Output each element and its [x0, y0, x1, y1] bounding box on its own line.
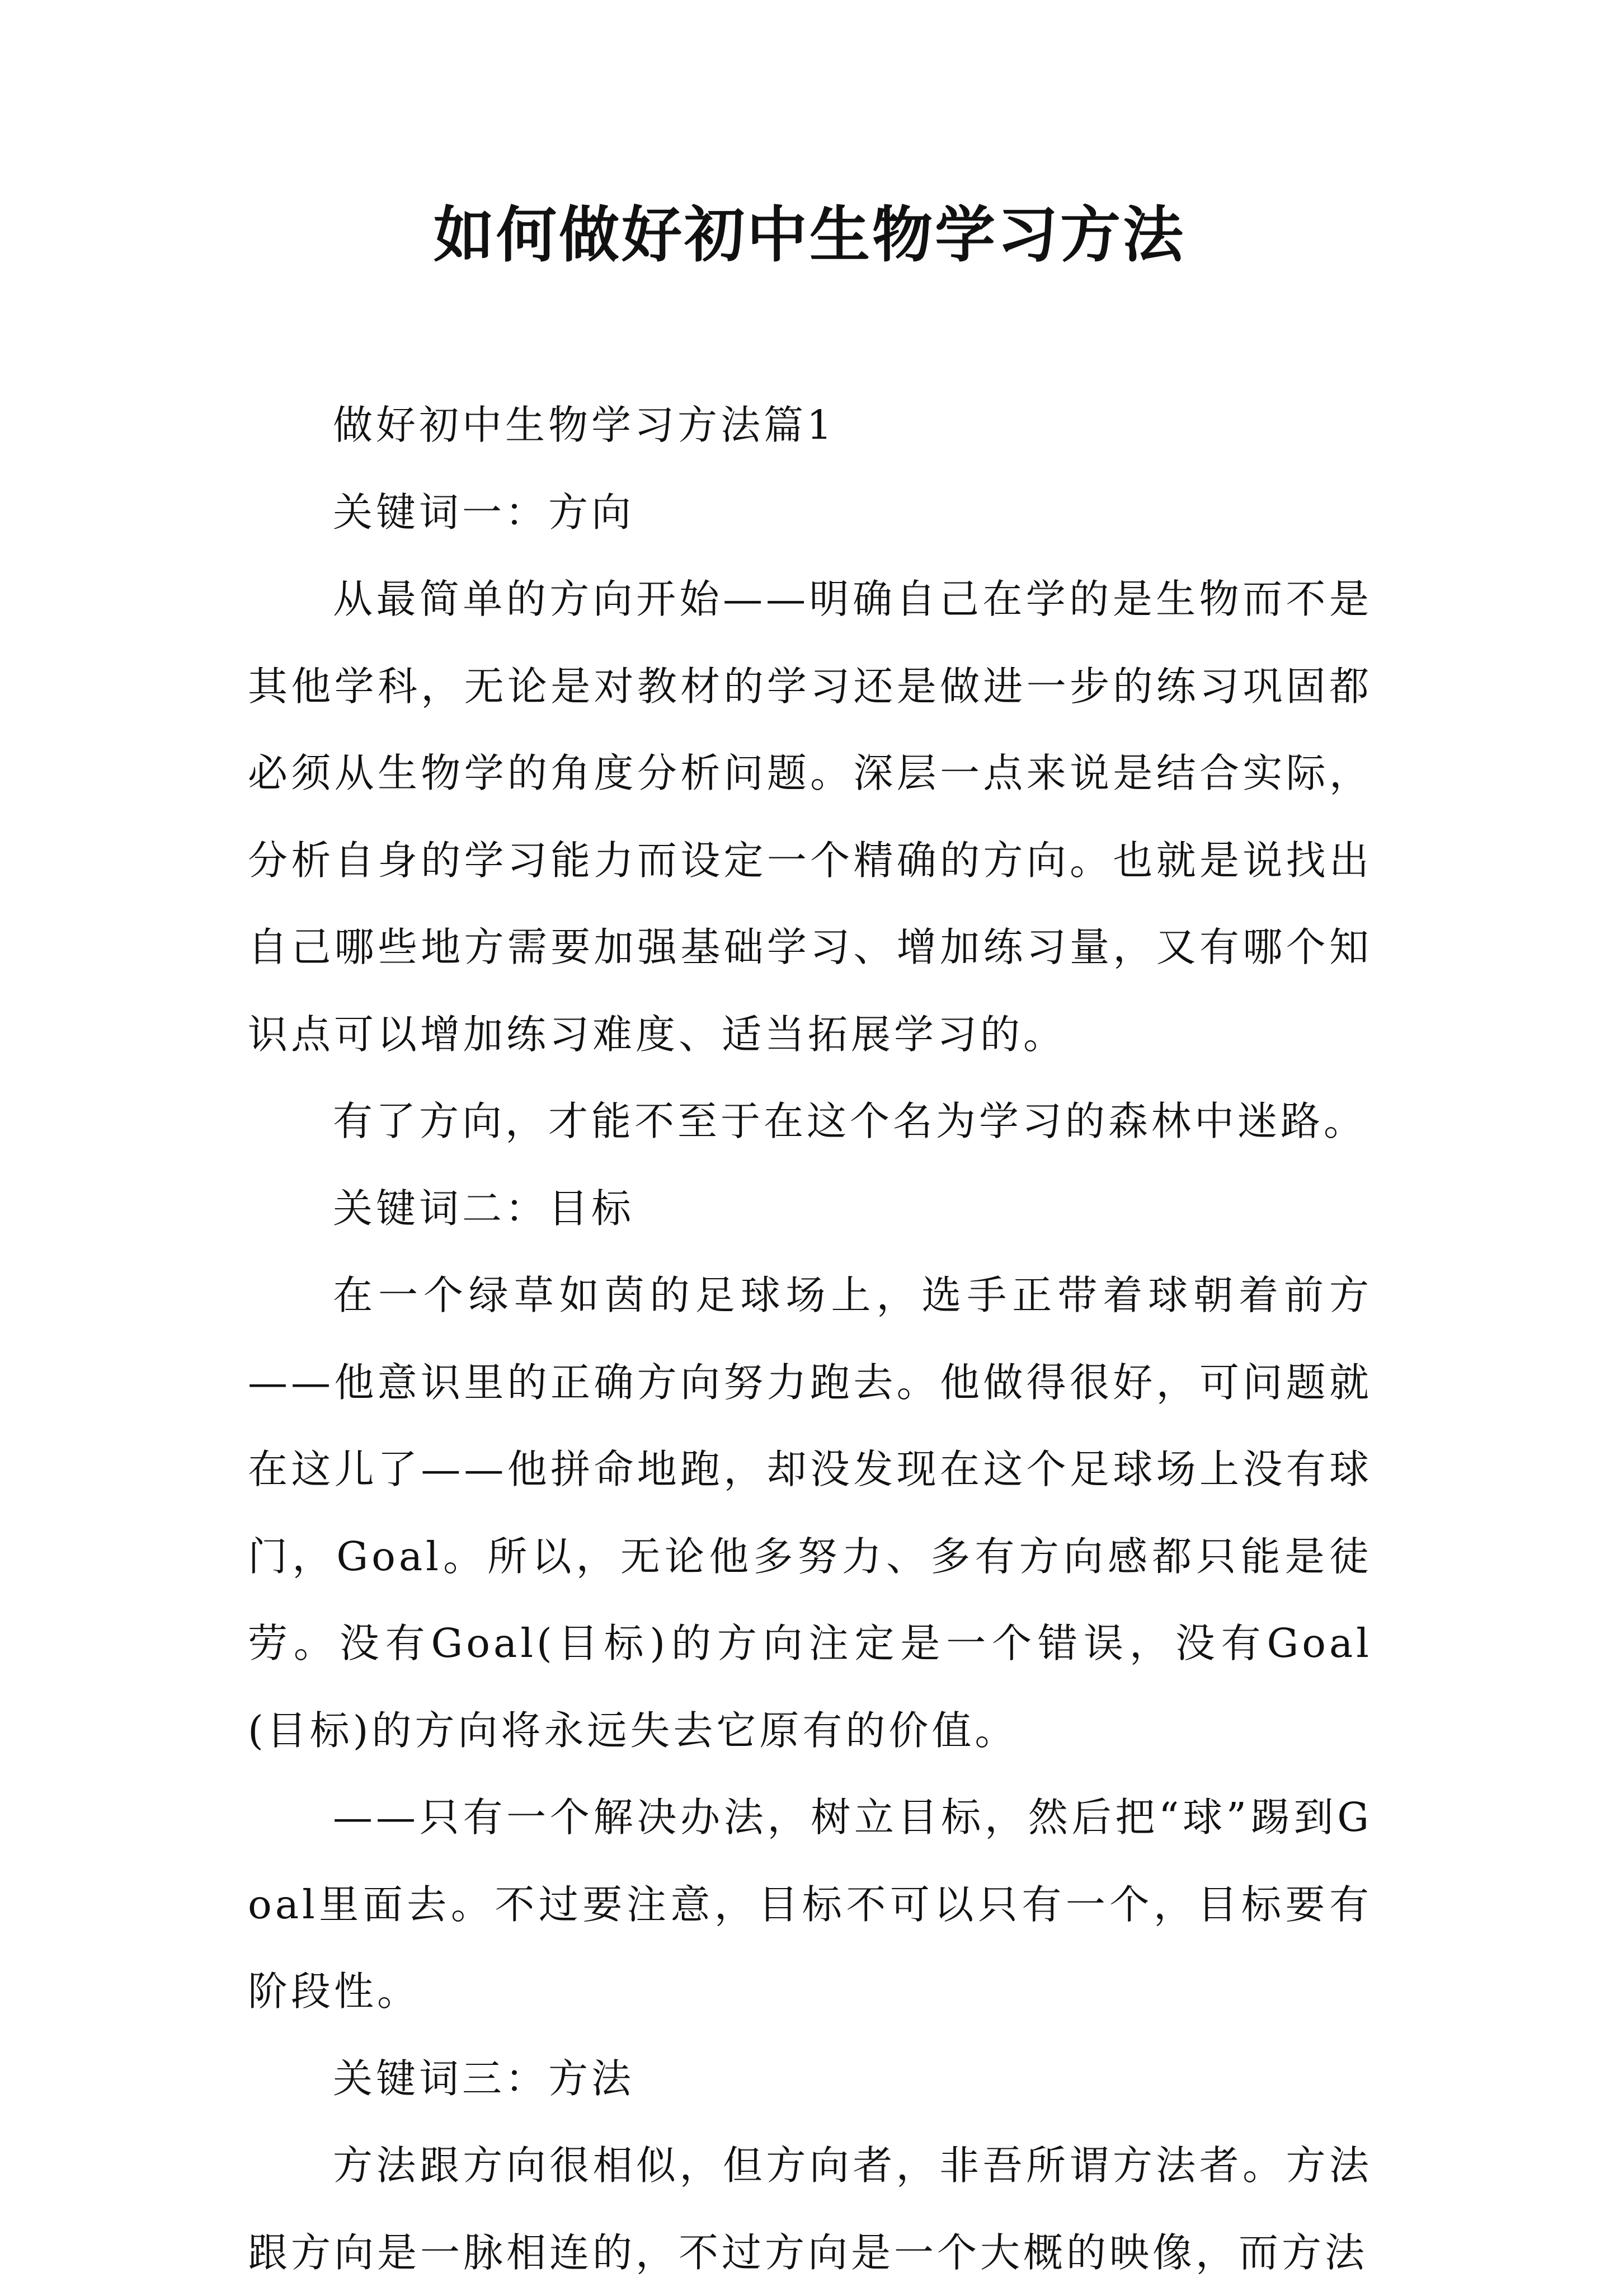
paragraph: 有了方向，才能不至于在这个名为学习的森林中迷路。 — [333, 1098, 1367, 1144]
keyword-heading: 关键词一：方向 — [333, 489, 635, 536]
document-title: 如何做好初中生物学习方法 — [433, 200, 1185, 270]
keyword-heading: 关键词三：方法 — [333, 2055, 635, 2102]
paragraph: 方法跟方向很相似，但方向者，非吾所谓方法者。方法跟方向是一脉相连的，不过方向是一个大概的映像，而方法 — [248, 2142, 1372, 2276]
document-body — [248, 382, 1372, 2296]
paragraph: 在一个绿草如茵的足球场上，选手正带着球朝着前方——他意识里的正确方向努力跑去。他做得很好，可问题就在这儿了——他拼命地跑，却没发现在这个足球场上没有球门，Goal。所以，无论他多努力、多有方向感都只能是徒劳。没有Goal(目标)的方向注定是一个错误，没有Goal(目标)的方向将永远失去它原有的价值。 — [248, 1272, 1372, 1754]
paragraph: ——只有一个解决办法，树立目标，然后把“球”踢到Goal里面去。不过要注意，目标不可以只有一个，目标要有阶段性。 — [248, 1794, 1372, 2015]
paragraph: 从最简单的方向开始——明确自己在学的是生物而不是其他学科，无论是对教材的学习还是做进一步的练习巩固都必须从生物学的角度分析问题。深层一点来说是结合实际，分析自身的学习能力而设定一个精确的方向。也就是说找出自己哪些地方需要加强基础学习、增加练习量，又有哪个知识点可以增加练习难度、适当拓展学习的。 — [248, 576, 1372, 1058]
keyword-heading: 关键词二：目标 — [333, 1185, 635, 1232]
section-heading: 做好初中生物学习方法篇1 — [333, 402, 836, 448]
